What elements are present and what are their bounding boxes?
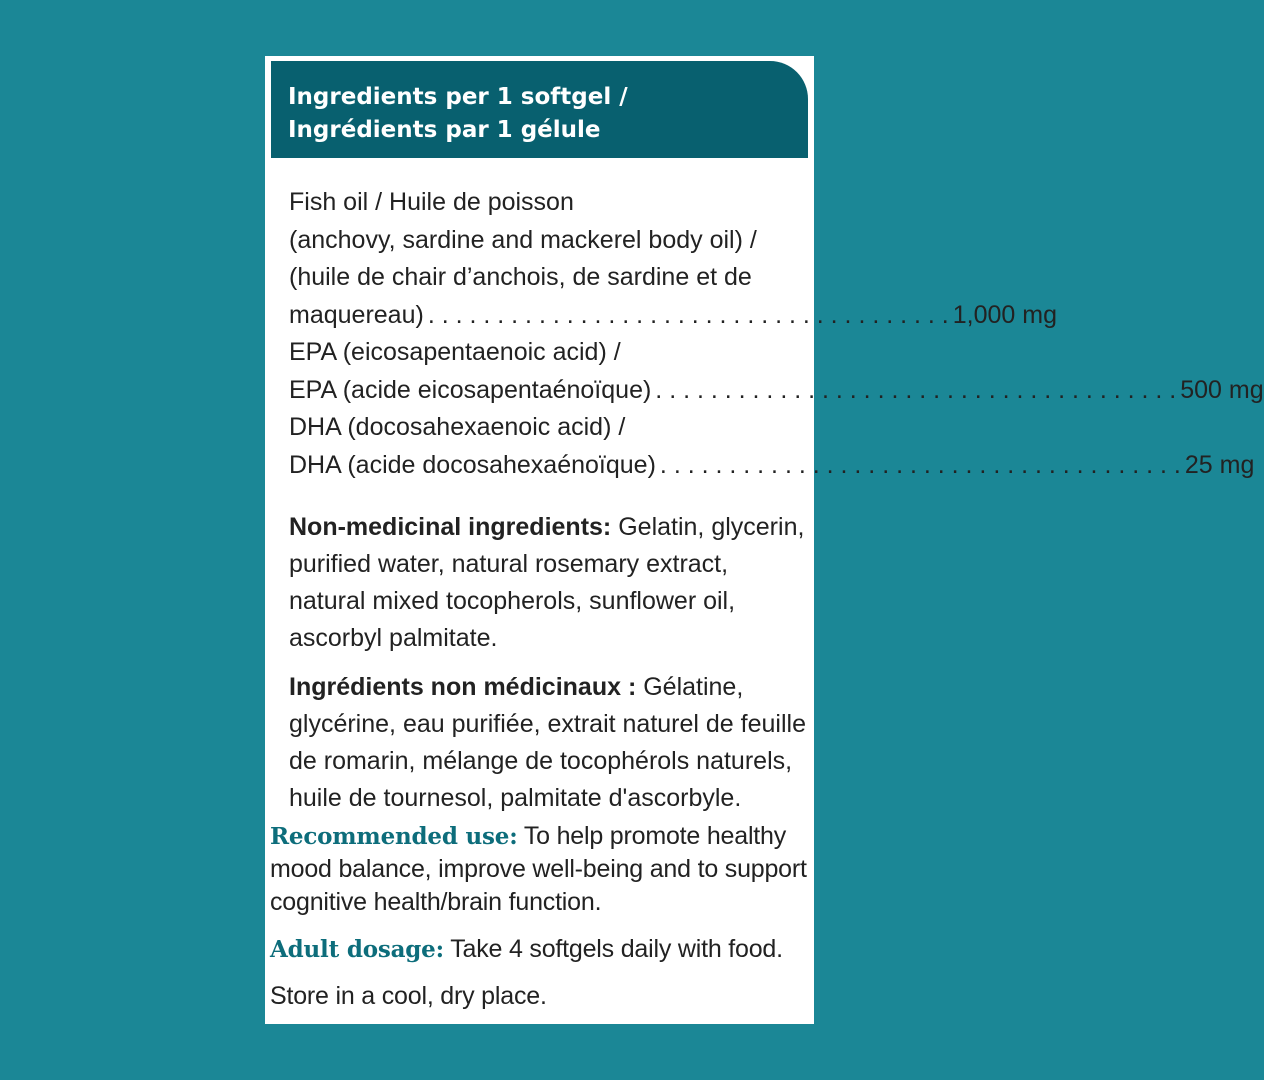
leader-dots: . . . . . . . . . . . . . . . . . . . . . . . . . . . . . . . . . . . . . . [427,300,949,329]
epa-row [289,372,1264,410]
non-medicinal-fr-text: Gélatine, glycérine, eau purifiée, extrait naturel de feuille de romarin, mélange de tocophérols naturels, huile de tournesol, palmitate d'ascorbyle. [289,673,806,812]
non-medicinal-fr [289,669,809,817]
epa-line1: EPA (eicosapentaenoic acid) / [289,338,621,366]
non-medicinal-en [289,509,809,657]
adult-dosage-text: Take 4 softgels daily with food. [450,935,783,963]
recommended-use-text: To help promote healthy mood balance, improve well-being and to support cognitive health/brain function. [270,822,807,916]
ingredients-panel [265,56,1264,1024]
storage-note: Store in a cool, dry place. [270,982,547,1010]
fish-oil-line1: Fish oil / Huile de poisson [289,188,574,216]
non-medicinal-en-label: Non-medicinal ingredients: [289,513,612,541]
fish-oil-line3: (huile de chair d’anchois, de sardine et de [289,263,752,291]
epa-amount: 500 mg [1180,375,1264,404]
ingredient-list [289,184,1264,484]
adult-dosage-label: Adult dosage: [270,936,444,963]
dha-amount: 25 mg [1184,450,1255,479]
epa-name: EPA (acide eicosapentaénoïque) [289,375,652,404]
header-title-en: Ingredients per 1 softgel / [288,84,628,110]
recommended-use-label: Recommended use: [270,823,518,850]
dha-line1: DHA (docosahexaenoic acid) / [289,413,626,441]
fish-oil-amount: 1,000 mg [952,300,1057,329]
leader-dots: . . . . . . . . . . . . . . . . . . . . . . . . . . . . . . . . . . . . . . [659,450,1181,479]
non-medicinal-fr-label: Ingrédients non médicinaux : [289,673,637,701]
ingredients-header [271,61,808,158]
leader-dots: . . . . . . . . . . . . . . . . . . . . . . . . . . . . . . . . . . . . . . [655,375,1177,404]
non-medicinal-en-text: Gelatin, glycerin, purified water, natural rosemary extract, natural mixed tocopherols, sunflower oil, ascorbyl palmitate. [289,513,805,652]
recommended-use [270,820,815,919]
dha-row [289,447,1255,485]
fish-oil-line2: (anchovy, sardine and mackerel body oil) / [289,225,757,254]
fish-oil-row [289,297,1057,335]
fish-oil-name: maquereau) [289,300,424,329]
adult-dosage [270,933,815,966]
header-title-fr: Ingrédients par 1 gélule [288,117,601,143]
dha-name: DHA (acide docosahexaénoïque) [289,450,656,479]
